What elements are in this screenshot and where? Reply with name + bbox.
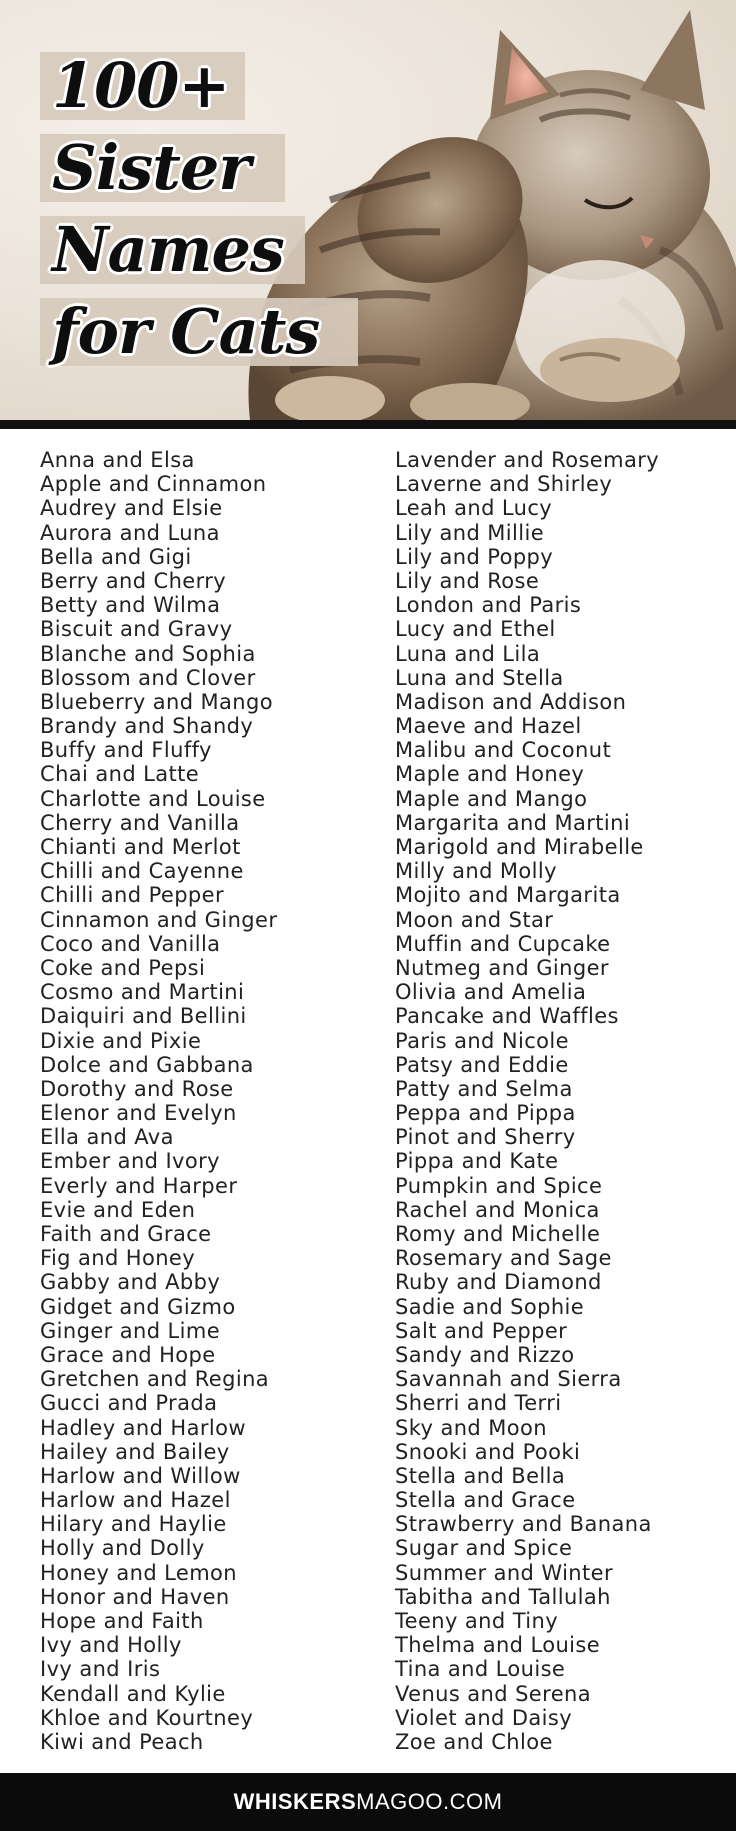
name-pair-item: Margarita and Martini: [395, 810, 631, 835]
name-pair-item: Gretchen and Regina: [40, 1367, 270, 1392]
name-pair-item: Honor and Haven: [40, 1584, 230, 1609]
name-pair-item: Faith and Grace: [40, 1222, 212, 1246]
name-pair-item: Thelma and Louise: [395, 1633, 601, 1658]
name-pair-item: Chianti and Merlot: [40, 835, 241, 859]
name-pair-item: Honey and Lemon: [40, 1560, 238, 1585]
name-pair-item: Marigold and Mirabelle: [395, 835, 644, 859]
name-pair-item: Bella and Gigi: [40, 544, 192, 569]
name-pair-item: Teeny and Tiny: [395, 1609, 559, 1633]
name-pair-item: Tabitha and Tallulah: [395, 1584, 611, 1609]
name-pair-item: Gidget and Gizmo: [40, 1294, 236, 1319]
name-pair-item: Ella and Ava: [40, 1125, 174, 1150]
name-pair-item: Snooki and Pooki: [395, 1439, 581, 1464]
name-pair-item: Lily and Millie: [395, 520, 545, 545]
footer-brand-bold: WHISKERS: [233, 1789, 357, 1814]
name-pair-item: Malibu and Coconut: [395, 738, 612, 763]
name-pair-item: Grace and Hope: [40, 1342, 216, 1367]
name-pair-item: Lavender and Rosemary: [395, 448, 660, 472]
name-pair-item: Anna and Elsa: [40, 448, 195, 472]
title-line-3: Names: [40, 216, 305, 284]
name-pair-item: Lucy and Ethel: [395, 617, 556, 642]
name-pair-item: Gabby and Abby: [40, 1270, 221, 1295]
name-pair-item: Hailey and Bailey: [40, 1439, 230, 1464]
name-pair-item: Romy and Michelle: [395, 1222, 601, 1246]
name-pair-item: Cinnamon and Ginger: [40, 907, 278, 932]
names-list-right: [395, 448, 725, 1754]
name-pair-item: Tina and Louise: [395, 1657, 566, 1682]
name-pair-item: Peppa and Pippa: [395, 1101, 576, 1126]
name-pair-item: Blanche and Sophia: [40, 641, 256, 666]
hero-divider: [0, 420, 736, 429]
name-pair-item: Violet and Daisy: [395, 1705, 573, 1730]
name-pair-item: Apple and Cinnamon: [40, 472, 267, 497]
name-pair-item: Dorothy and Rose: [40, 1076, 234, 1101]
name-pair-item: Luna and Lila: [395, 641, 541, 666]
name-pair-item: Lily and Rose: [395, 568, 540, 593]
name-pair-item: Maple and Mango: [395, 786, 588, 811]
name-pair-item: Summer and Winter: [395, 1560, 613, 1585]
name-pair-item: Khloe and Kourtney: [40, 1705, 254, 1730]
name-pair-item: Aurora and Luna: [40, 520, 220, 545]
name-pair-item: Hadley and Harlow: [40, 1415, 246, 1440]
name-pair-item: Everly and Harper: [40, 1173, 238, 1198]
name-pair-item: Patsy and Eddie: [395, 1052, 569, 1077]
footer-bar: [0, 1773, 736, 1831]
name-pair-item: Sandy and Rizzo: [395, 1342, 575, 1367]
name-pair-item: Harlow and Hazel: [40, 1488, 231, 1513]
name-pair-item: Evie and Eden: [40, 1197, 196, 1222]
name-pair-item: Maeve and Hazel: [395, 714, 582, 739]
name-pair-item: Salt and Pepper: [395, 1318, 568, 1343]
name-pair-item: Elenor and Evelyn: [40, 1101, 237, 1126]
name-pair-item: Chilli and Pepper: [40, 883, 225, 908]
name-pair-item: Blueberry and Mango: [40, 689, 273, 714]
name-pair-item: Pippa and Kate: [395, 1149, 559, 1174]
name-pair-item: Kiwi and Peach: [40, 1729, 204, 1754]
name-pair-item: Pancake and Waffles: [395, 1004, 619, 1029]
name-pair-item: Hilary and Haylie: [40, 1512, 227, 1537]
name-pair-item: Hope and Faith: [40, 1609, 204, 1633]
name-pair-item: Ivy and Iris: [40, 1657, 161, 1682]
name-pair-item: Blossom and Clover: [40, 665, 256, 690]
name-pair-item: Coke and Pepsi: [40, 955, 206, 980]
name-pair-item: Cosmo and Martini: [40, 980, 245, 1005]
hero-banner: [0, 0, 736, 420]
name-pair-item: Sherri and Terri: [395, 1391, 562, 1416]
name-pair-item: Gucci and Prada: [40, 1391, 218, 1416]
name-pair-item: Zoe and Chloe: [395, 1729, 553, 1754]
name-pair-item: Stella and Grace: [395, 1488, 576, 1513]
name-pair-item: Sadie and Sophie: [395, 1294, 585, 1319]
name-pair-item: London and Paris: [395, 593, 582, 618]
name-pair-item: Fig and Honey: [40, 1246, 196, 1271]
name-pair-item: Sky and Moon: [395, 1415, 547, 1440]
name-pair-item: Muffin and Cupcake: [395, 931, 611, 956]
name-pair-item: Patty and Selma: [395, 1076, 573, 1101]
name-pair-item: Maple and Honey: [395, 762, 585, 787]
name-pair-item: Laverne and Shirley: [395, 472, 613, 497]
name-pair-item: Paris and Nicole: [395, 1028, 569, 1053]
name-pair-item: Luna and Stella: [395, 665, 564, 690]
name-pair-item: Chilli and Cayenne: [40, 859, 244, 884]
name-pair-item: Rachel and Monica: [395, 1197, 600, 1222]
name-pair-item: Lily and Poppy: [395, 544, 554, 569]
name-pair-item: Nutmeg and Ginger: [395, 955, 609, 980]
name-pair-item: Moon and Star: [395, 907, 554, 932]
name-pair-item: Pinot and Sherry: [395, 1125, 576, 1150]
name-pair-item: Coco and Vanilla: [40, 931, 221, 956]
name-pair-item: Daiquiri and Bellini: [40, 1004, 247, 1029]
title-line-4: for Cats: [40, 298, 358, 366]
name-pair-item: Betty and Wilma: [40, 593, 221, 618]
name-pair-item: Holly and Dolly: [40, 1536, 205, 1561]
name-pair-item: Mojito and Margarita: [395, 883, 621, 908]
footer-brand-light: MAGOO.COM: [356, 1789, 503, 1814]
name-pair-item: Cherry and Vanilla: [40, 810, 240, 835]
name-pair-item: Rosemary and Sage: [395, 1246, 612, 1271]
name-pair-item: Venus and Serena: [395, 1681, 591, 1706]
title-line-2: Sister: [40, 134, 285, 202]
name-pair-item: Brandy and Shandy: [40, 714, 254, 739]
name-pair-item: Kendall and Kylie: [40, 1681, 226, 1706]
name-pair-item: Savannah and Sierra: [395, 1367, 622, 1392]
name-pair-item: Charlotte and Louise: [40, 786, 266, 811]
names-list-left: [40, 448, 380, 1754]
name-pair-item: Harlow and Willow: [40, 1463, 241, 1488]
name-pair-item: Chai and Latte: [40, 762, 200, 787]
name-pair-item: Madison and Addison: [395, 689, 627, 714]
name-pair-item: Biscuit and Gravy: [40, 617, 233, 642]
name-pair-item: Strawberry and Banana: [395, 1512, 652, 1537]
name-pair-item: Stella and Bella: [395, 1463, 566, 1488]
name-pair-item: Ginger and Lime: [40, 1318, 221, 1343]
name-pair-item: Ruby and Diamond: [395, 1270, 602, 1295]
name-pair-item: Berry and Cherry: [40, 568, 227, 593]
name-pair-item: Audrey and Elsie: [40, 496, 223, 521]
footer-brand: [234, 1789, 503, 1815]
name-pair-item: Olivia and Amelia: [395, 980, 587, 1005]
name-pair-item: Dolce and Gabbana: [40, 1052, 254, 1077]
name-pair-item: Ember and Ivory: [40, 1149, 220, 1174]
name-pair-item: Pumpkin and Spice: [395, 1173, 603, 1198]
name-pair-item: Sugar and Spice: [395, 1536, 573, 1561]
name-pair-item: Dixie and Pixie: [40, 1028, 202, 1053]
name-pair-item: Ivy and Holly: [40, 1633, 182, 1658]
name-pair-item: Leah and Lucy: [395, 496, 553, 521]
title-line-1: 100+: [40, 52, 245, 120]
name-pair-item: Buffy and Fluffy: [40, 738, 212, 763]
name-pair-item: Milly and Molly: [395, 859, 557, 884]
